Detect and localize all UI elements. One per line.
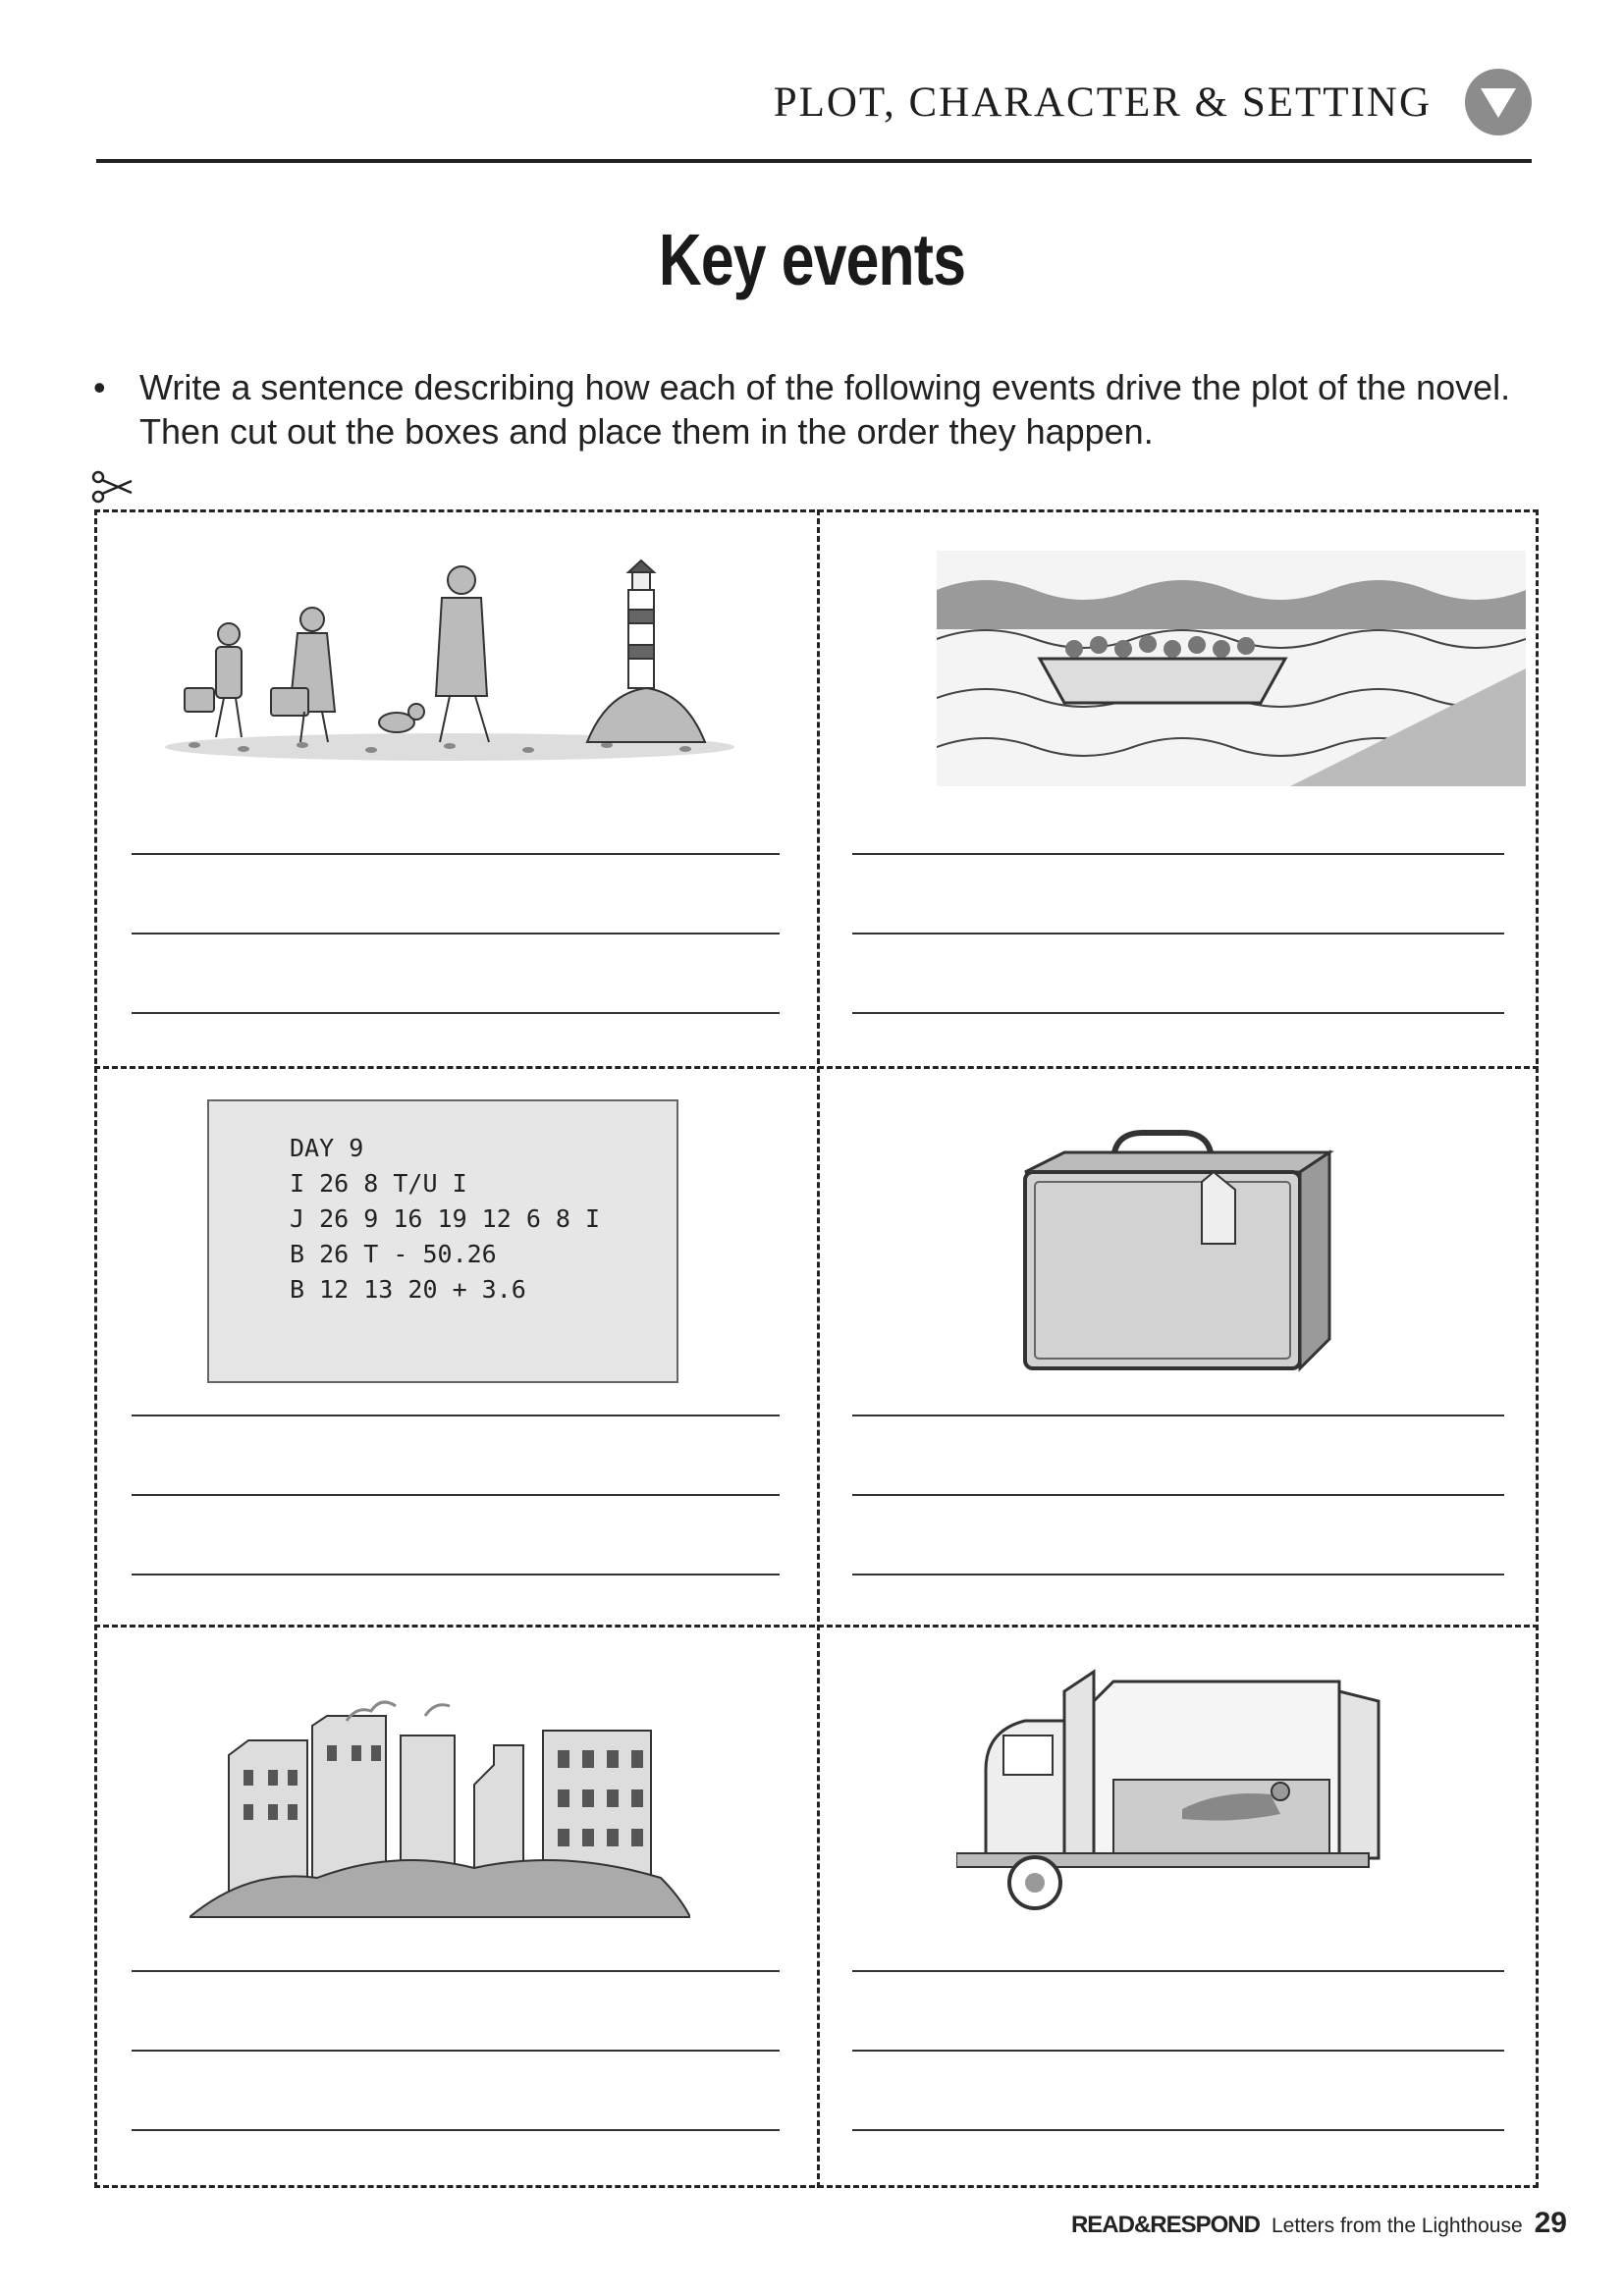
- scissors-icon: [90, 469, 135, 505]
- page-title: Key events: [658, 219, 966, 300]
- note-line: DAY 9: [290, 1134, 364, 1162]
- instruction-text: Write a sentence describing how each of the following events drive the plot of the novel. Then cut out the boxes and place them in the order they happen.: [139, 367, 1511, 452]
- writing-line[interactable]: [852, 1012, 1504, 1014]
- event-card[interactable]: [96, 1628, 817, 2183]
- writing-line[interactable]: [132, 2050, 780, 2052]
- section-header: [96, 77, 1532, 163]
- city-ruins-illustration: [189, 1677, 690, 1922]
- writing-line[interactable]: [852, 1415, 1504, 1416]
- event-card[interactable]: [96, 511, 817, 1067]
- note-line: B 26 T - 50.26: [290, 1240, 497, 1268]
- writing-line[interactable]: [852, 1970, 1504, 1972]
- writing-line[interactable]: [852, 933, 1504, 934]
- writing-line[interactable]: [132, 2129, 780, 2131]
- van-illustration: [956, 1662, 1388, 1927]
- bullet: •: [93, 367, 106, 407]
- writing-line[interactable]: [132, 853, 780, 855]
- writing-line[interactable]: [852, 2129, 1504, 2131]
- suitcase-illustration: [1015, 1123, 1349, 1388]
- lifeboat-illustration: [937, 551, 1526, 786]
- brand-logo: READ&RESPOND: [1070, 2212, 1260, 2238]
- event-card[interactable]: [819, 1628, 1540, 2183]
- triangle-down-icon: [1465, 69, 1532, 135]
- book-title: Letters from the Lighthouse: [1271, 2215, 1523, 2237]
- writing-line[interactable]: [132, 1574, 780, 1575]
- note-line: I 26 8 T/U I: [290, 1169, 467, 1198]
- instruction: [93, 365, 1527, 454]
- coded-note: [207, 1099, 678, 1383]
- event-card[interactable]: [819, 511, 1540, 1067]
- writing-line[interactable]: [852, 2050, 1504, 2052]
- writing-line[interactable]: [132, 933, 780, 934]
- writing-line[interactable]: [132, 1012, 780, 1014]
- page-number: 29: [1534, 2207, 1567, 2239]
- writing-line[interactable]: [132, 1415, 780, 1416]
- writing-line[interactable]: [132, 1970, 780, 1972]
- event-card[interactable]: [819, 1069, 1540, 1625]
- footer: [1071, 2207, 1567, 2240]
- section-title: PLOT, CHARACTER & SETTING: [773, 80, 1432, 126]
- writing-line[interactable]: [852, 1574, 1504, 1575]
- writing-line[interactable]: [852, 1494, 1504, 1496]
- family-walking-illustration: [155, 551, 774, 767]
- writing-line[interactable]: [852, 853, 1504, 855]
- note-line: B 12 13 20 + 3.6: [290, 1275, 526, 1304]
- note-line: J 26 9 16 19 12 6 8 I: [290, 1204, 601, 1233]
- writing-line[interactable]: [132, 1494, 780, 1496]
